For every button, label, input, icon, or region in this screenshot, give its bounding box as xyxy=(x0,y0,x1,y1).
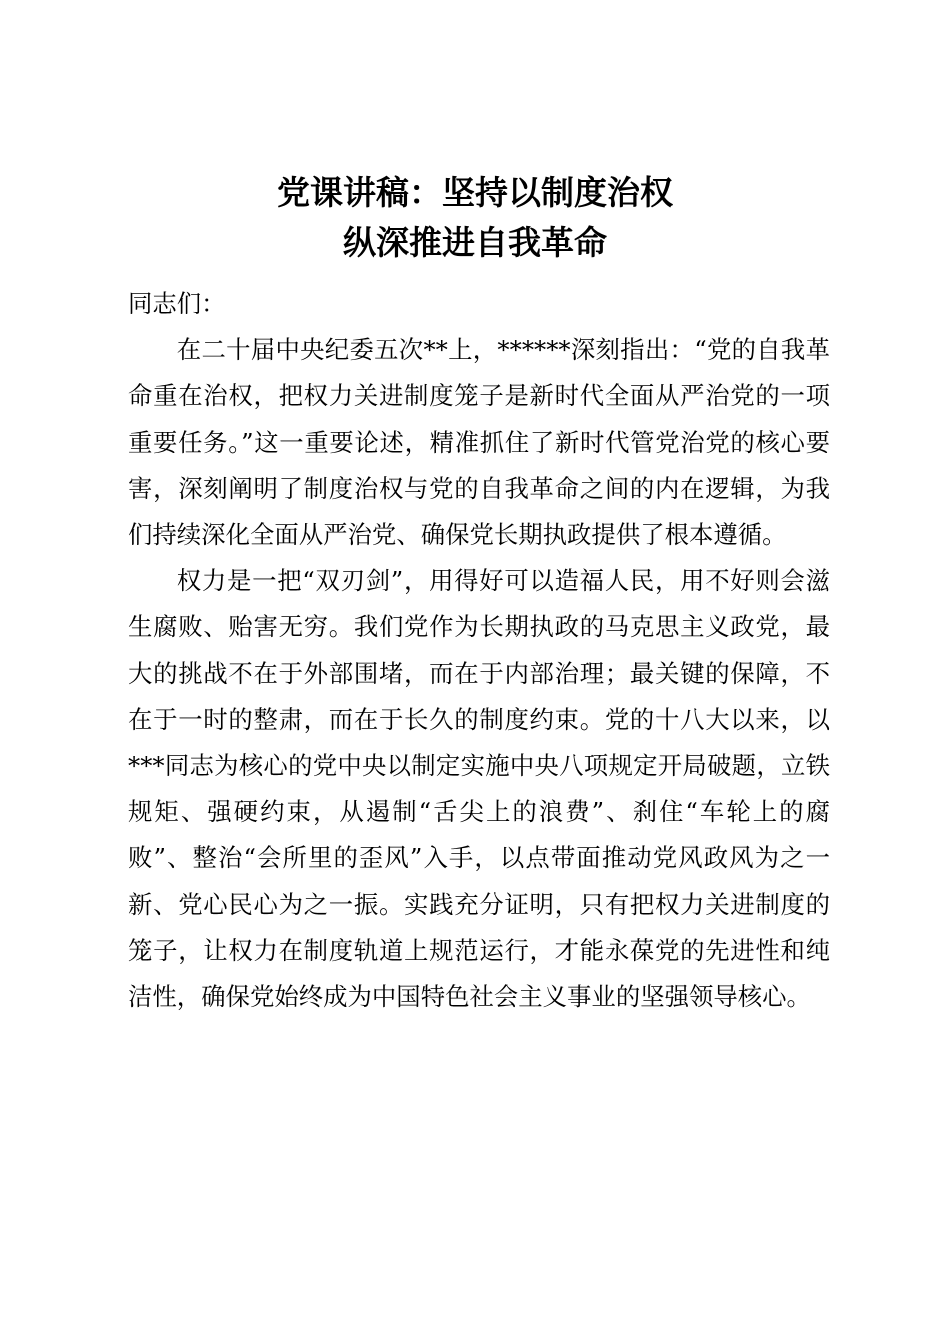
salutation: 同志们： xyxy=(128,289,226,318)
title-line-2: 纵深推进自我革命 xyxy=(343,223,607,262)
document-title xyxy=(0,168,950,268)
document-body xyxy=(128,281,830,1020)
paragraph-1: 在二十届中央纪委五次**上，******深刻指出：“党的自我革命重在治权，把权力关进制度笼子是新时代全面从严治党的一项重要任务。”这一重要论述，精准抓住了新时代管党治党的核心要害，深刻阐明了制度治权与党的自我革命之间的内在逻辑，为我们持续深化全面从严治党、确保党长期执政提供了根本遵循。 xyxy=(128,335,830,550)
paragraph-2: 权力是一把“双刃剑”，用得好可以造福人民，用不好则会滋生腐败、贻害无穷。我们党作为长期执政的马克思主义政党，最大的挑战不在于外部围堵，而在于内部治理；最关键的保障，不在于一时的整肃，而在于长久的制度约束。党的十八大以来，以***同志为核心的党中央以制定实施中央八项规定开局破题，立铁规矩、强硬约束，从遏制“舌尖上的浪费”、刹住“车轮上的腐败”、整治“会所里的歪风”入手，以点带面推动党风政风为之一新、党心民心为之一振。实践充分证明，只有把权力关进制度的笼子，让权力在制度轨道上规范运行，才能永葆党的先进性和纯洁性，确保党始终成为中国特色社会主义事业的坚强领导核心。 xyxy=(128,566,830,1012)
title-line-1: 党课讲稿：坚持以制度治权 xyxy=(277,173,673,212)
